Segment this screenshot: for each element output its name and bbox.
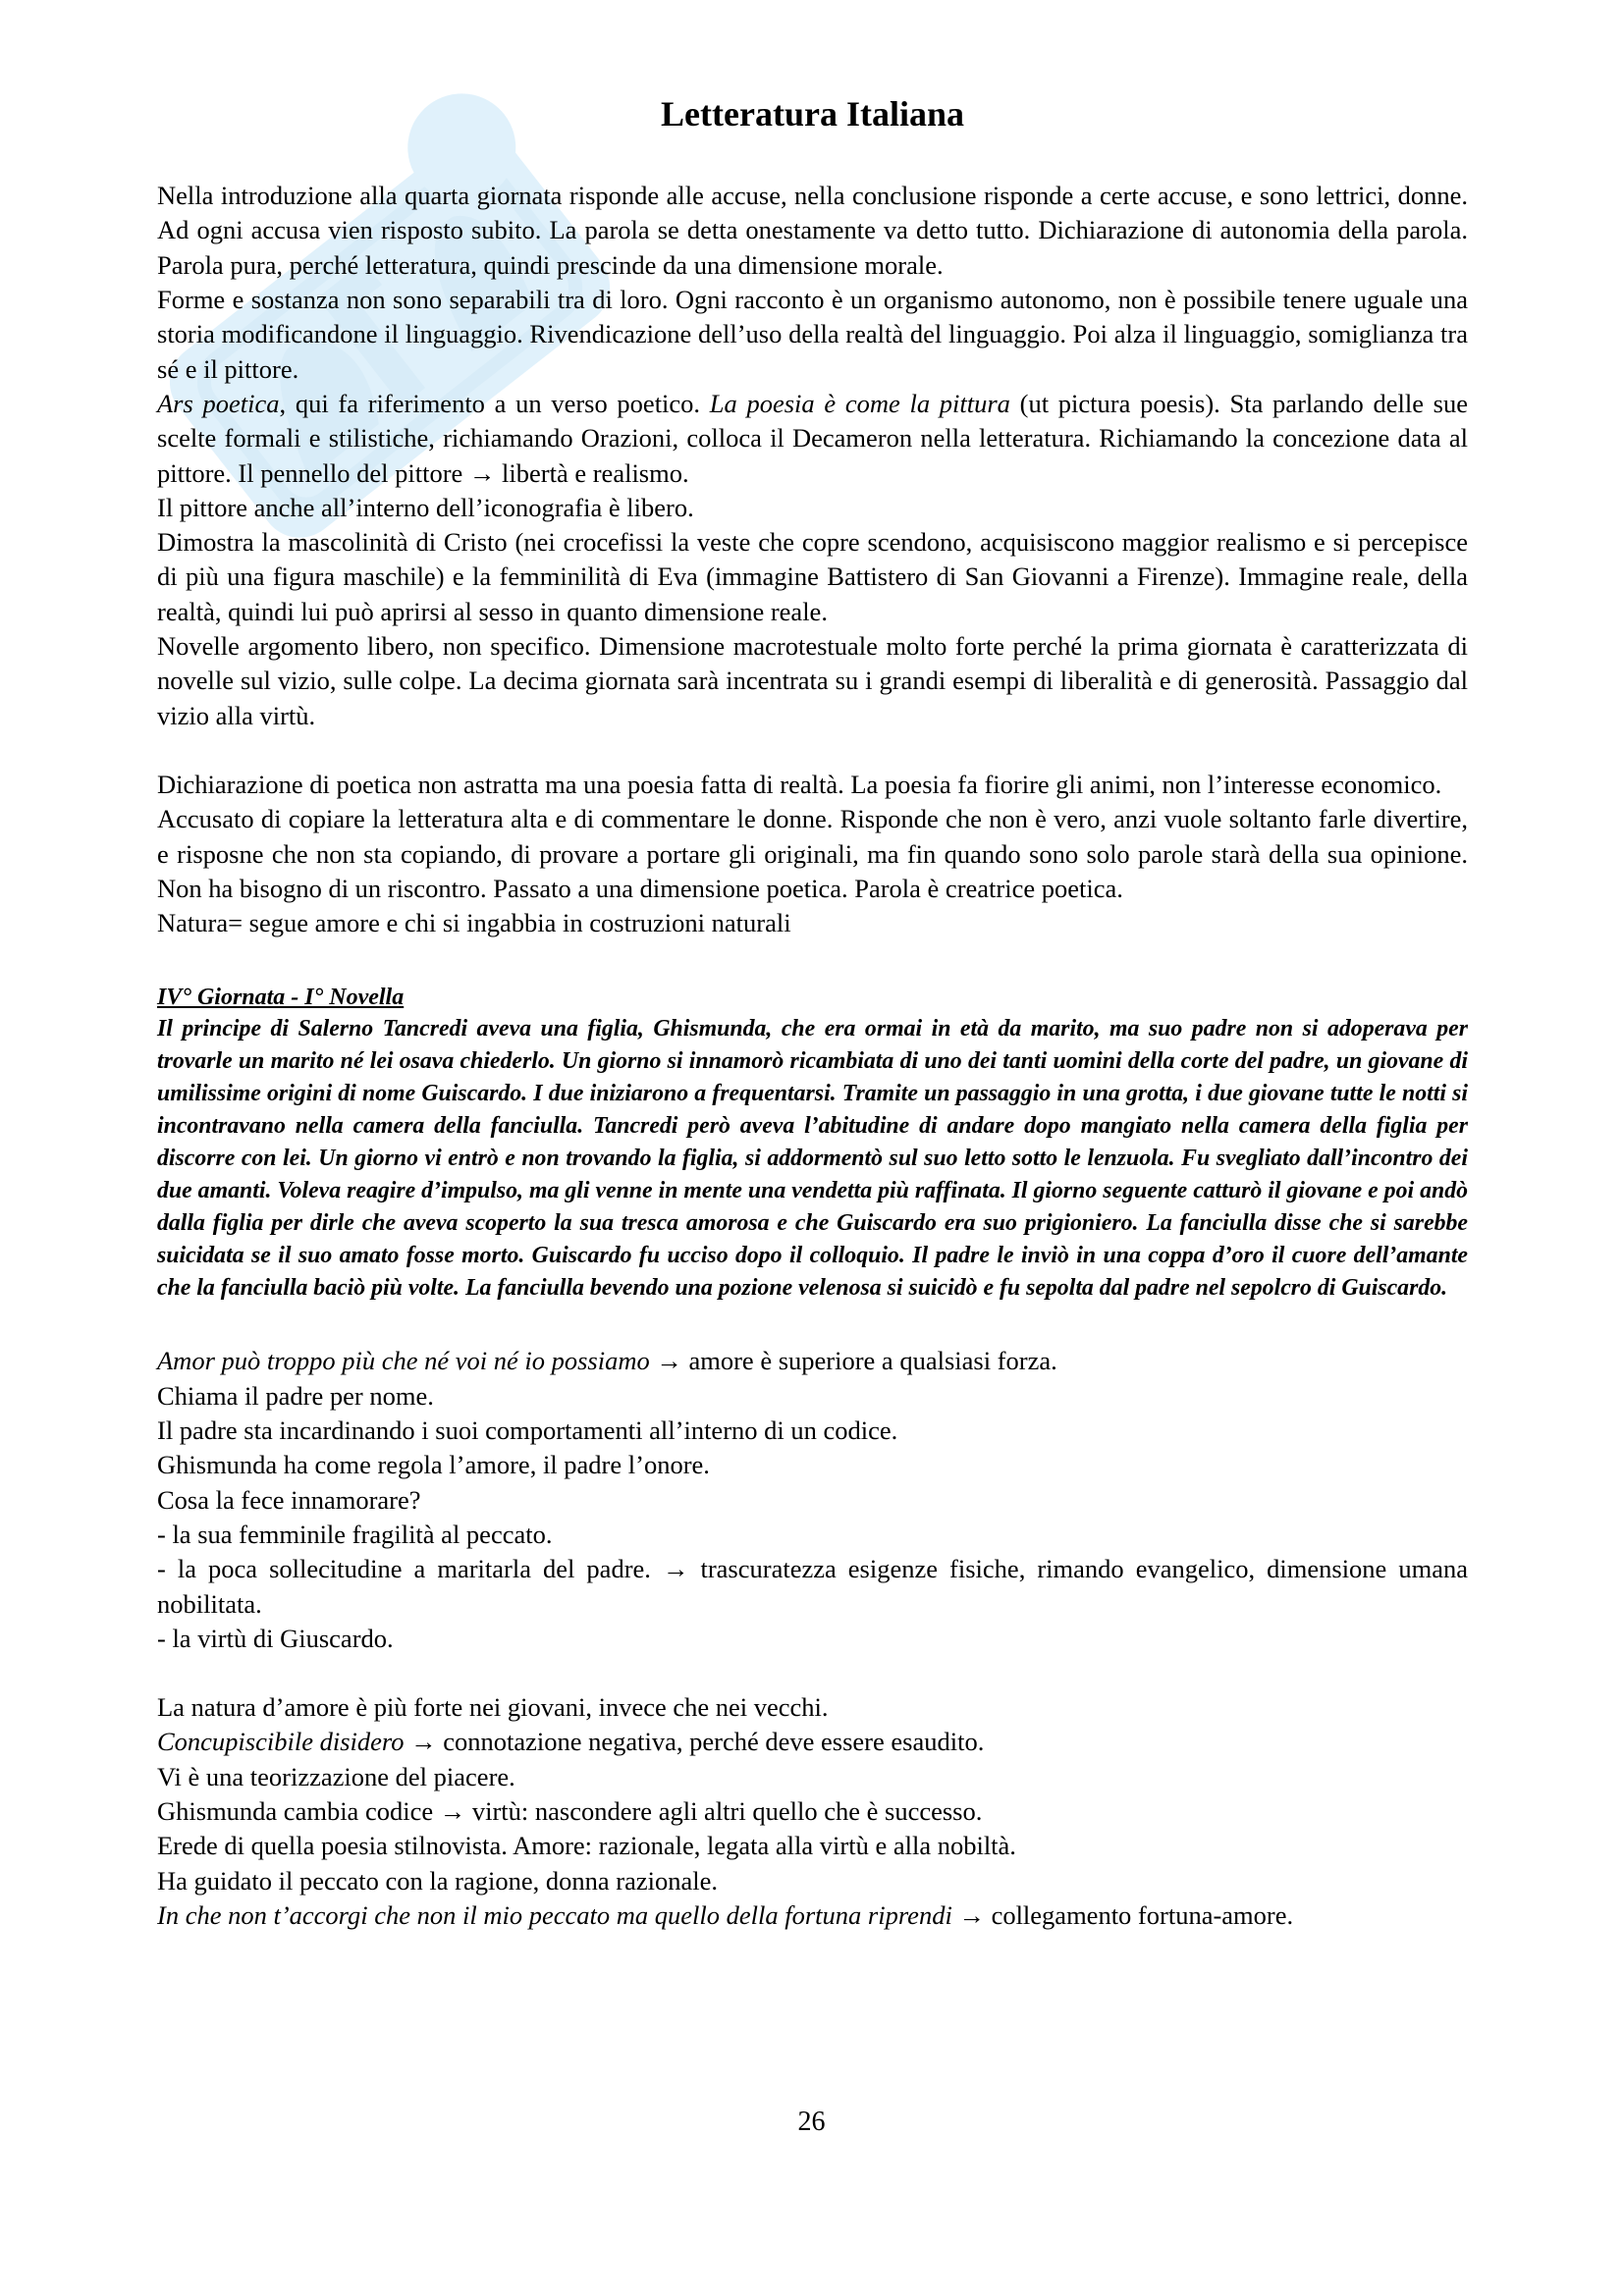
paragraph-amor — [157, 1344, 1468, 1378]
italic-phrase: Ars poetica — [157, 388, 280, 418]
italic-quote: Concupiscibile disidero — [157, 1727, 405, 1757]
list-item: - la virtù di Giuscardo. — [157, 1623, 394, 1653]
paragraph: Ghismunda ha come regola l’amore, il padre l’onore. — [157, 1450, 710, 1480]
section-heading: IV° Giornata - I° Novella — [157, 985, 405, 1011]
paragraph: Chiama il padre per nome. — [157, 1380, 434, 1411]
paragraph: Forme e sostanza non sono separabili tra di loro. Ogni racconto è un organismo autonomo, non è possibile tenere uguale una storia modificandone il linguaggio. Rivendicazione dell’uso della realtà del linguaggio. Poi alza il linguaggio, somiglianza tra sé e il pittore. — [157, 285, 1468, 384]
body-text — [157, 179, 1468, 940]
summary-text: Il principe di Salerno Tancredi aveva una figlia, Ghismunda, che era ormai in età da marito, ma suo padre non si adoperava per trovarle un marito né lei osava chiederlo. Un giorno si innamorò ricambiata di uno dei tanti uomini della corte del padre, un giovane di umilissime origini di nome Guiscardo. I due iniziarono a frequentarsi. Tramite un passaggio in una grotta, i due giovane tutte le notti si incontravano nella camera della fanciulla. Tancredi però aveva l’abitudine di andare dopo mangiato nella camera della figlia per discorre con lei. Un giorno vi entrò e non trovando la figlia, si addormentò sul suo letto sotto le lenzuola. Fu svegliato dall’incontro dei due amanti. Voleva reagire d’impulso, ma gli venne in mente una vendetta più raffinata. Il giorno seguente catturò il giovane e poi andò dalla figlia per dirle che aveva scoperto la sua tresca amorosa e che Guiscardo era suo prigioniero. La fanciulla disse che si sarebbe suicidata se il suo amato fosse morto. Guiscardo fu ucciso dopo il colloquio. Il padre le inviò in una coppa d’oro il cuore dell’amante che la fanciulla baciò più volte. La fanciulla bevendo una pozione velenosa si suicidò e fu sepolta dal padre nel sepolcro di Guiscardo. — [157, 1016, 1468, 1302]
paragraph: Cosa la fece innamorare? — [157, 1484, 421, 1515]
commentary — [157, 1344, 1468, 1933]
paragraph-fortuna — [157, 1898, 1468, 1933]
text-run: → collegamento fortuna-amore. — [951, 1899, 1294, 1930]
italic-quote: In che non t’accorgi che non il mio peccato ma quello della fortuna riprendi — [157, 1899, 952, 1930]
paragraph: Il padre sta incardinando i suoi comportamenti all’interno di un codice. — [157, 1415, 898, 1446]
paragraph: Nella introduzione alla quarta giornata risponde alle accuse, nella conclusione risponde a certe accuse, e sono lettrici, donne. Ad ogni accusa vien risposto subito. La parola se detta onestamente va detto tutto. Dichiarazione di autonomia della parola. Parola pura, perché letteratura, quindi prescinde da una dimensione morale. — [157, 181, 1468, 280]
paragraph: Dimostra la mascolinità di Cristo (nei crocefissi la veste che copre scendono, acquisiscono maggior realismo e si percepisce di più una figura maschile) e la femminilità di Eva (immagine Battistero di San Giovanni a Firenze). Immagine reale, della realtà, quindi lui può aprirsi al sesso in quanto dimensione reale. — [157, 527, 1468, 626]
text-run: , qui fa riferimento a un verso poetico. — [279, 388, 710, 418]
list-item: - la poca sollecitudine a maritarla del padre. → trascuratezza esigenze fisiche, rimando evangelico, dimensione umana nobilitata. — [157, 1554, 1468, 1619]
text-run: → amore è superiore a qualsiasi forza. — [649, 1346, 1057, 1376]
text-run: → connotazione negativa, perché deve essere esaudito. — [404, 1727, 985, 1757]
novella-summary — [157, 1013, 1468, 1305]
paragraph: Natura= segue amore e chi si ingabbia in costruzioni naturali — [157, 908, 791, 938]
italic-phrase: La poesia è come la pittura — [709, 388, 1010, 418]
paragraph: Novelle argomento libero, non specifico. Dimensione macrotestuale molto forte perché la prima giornata è caratterizzata di novelle sul vizio, sulle colpe. La decima giornata sarà incentrata su i grandi esempi di liberalità e di generosità. Passaggio dal vizio alla virtù. — [157, 631, 1468, 730]
paragraph: Erede di quella poesia stilnovista. Amore: razionale, legata alla virtù e alla nobiltà. — [157, 1831, 1016, 1861]
paragraph-ars-poetica — [157, 387, 1468, 491]
paragraph: Accusato di copiare la letteratura alta e di commentare le donne. Risponde che non è vero, anzi vuole soltanto farle divertire, e risposne che non sta copiando, di provare a portare gli originali, ma fin quando sono solo parole starà della sua opinione. Non ha bisogno di un riscontro. Passato a una dimensione poetica. Parola è creatrice poetica. — [157, 804, 1468, 903]
paragraph: Ha guidato il peccato con la ragione, donna razionale. — [157, 1865, 718, 1896]
paragraph: Il pittore anche all’interno dell’iconografia è libero. — [157, 492, 694, 522]
page-number: 26 — [797, 2107, 826, 2137]
paragraph: Vi è una teorizzazione del piacere. — [157, 1761, 515, 1791]
paragraph: Ghismunda cambia codice → virtù: nascondere agli altri quello che è successo. — [157, 1795, 983, 1826]
document-page — [157, 93, 1468, 1933]
paragraph: La natura d’amore è più forte nei giovani, invece che nei vecchi. — [157, 1692, 829, 1723]
text-run: (ut pictura poesis). Sta parlando delle sue scelte formali e stilistiche, richiamando Orazioni, colloca il Decameron nella letteratura. Richiamando la concezione data al pittore. Il pennello del pittore → libertà e realismo. — [157, 388, 1469, 488]
page-title: Letteratura Italiana — [661, 94, 964, 133]
paragraph-concupiscibile — [157, 1725, 1468, 1759]
italic-quote: Amor può troppo più che né voi né io possiamo — [157, 1346, 650, 1376]
list-item: - la sua femminile fragilità al peccato. — [157, 1519, 553, 1549]
paragraph: Dichiarazione di poetica non astratta ma una poesia fatta di realtà. La poesia fa fiorire gli animi, non l’interesse economico. — [157, 769, 1442, 799]
